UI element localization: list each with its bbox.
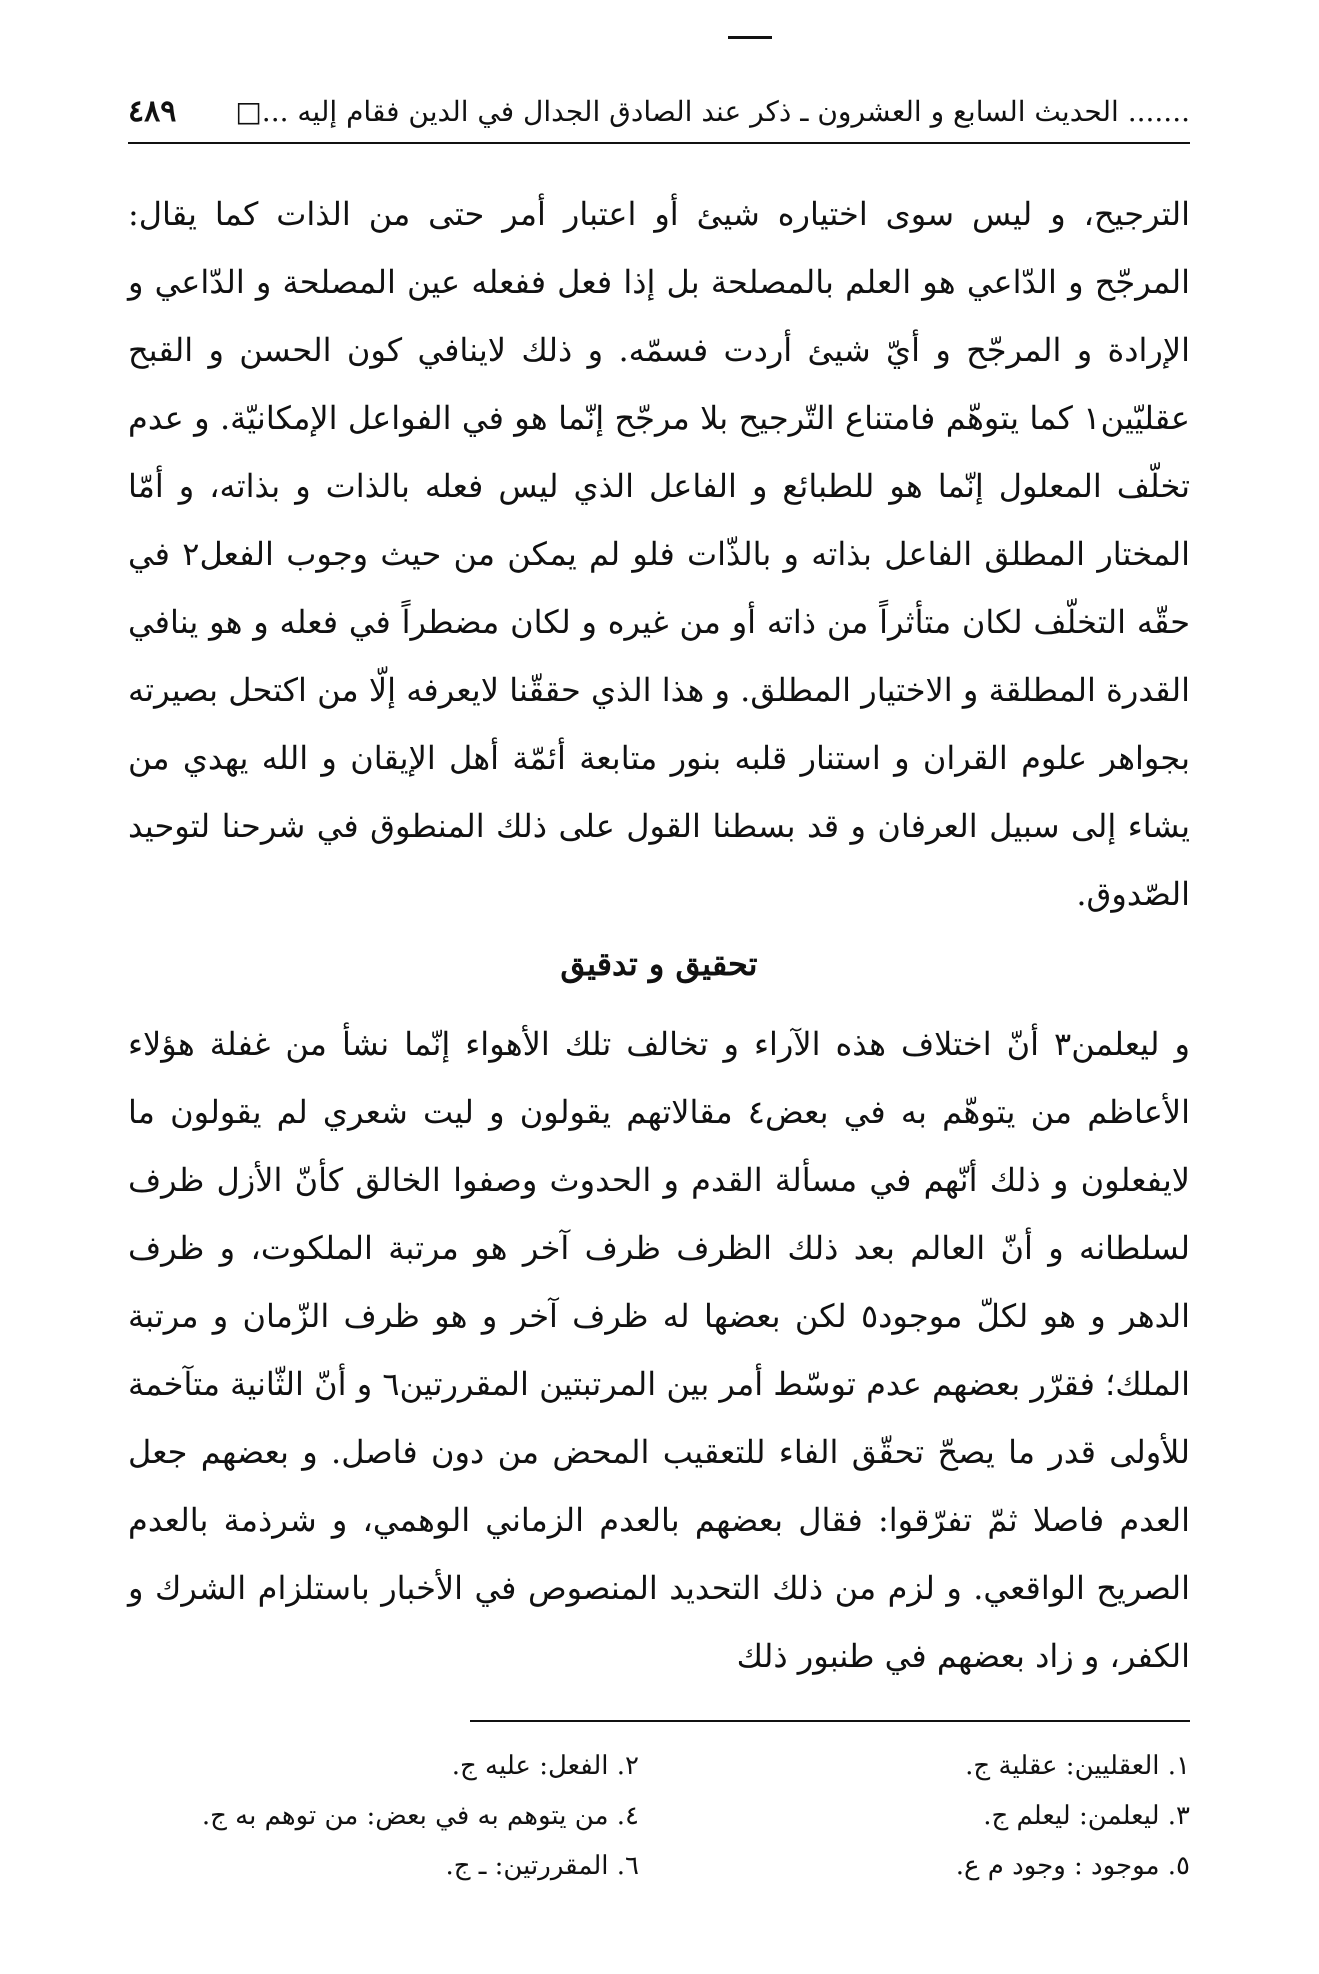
- page-number: ٤٨٩: [128, 93, 177, 129]
- paragraph-text: و ليعلمن٣ أنّ اختلاف هذه الآراء و تخالف تلك الأهواء إنّما نشأ من غفلة هؤلاء الأعاظم من يتوهّم به في بعض٤ مقالاتهم يقولون و ليت شعري لم يقولون ما لايفعلون و ذلك أنّهم في مسألة القدم و الحدوث وصفوا الخالق كأنّ الأزل ظرف لسلطانه و أنّ العالم بعد ذلك الظرف ظرف آخر هو مرتبة الملكوت، و ظرف الدهر و هو لكلّ موجود٥ لكن بعضها له ظرف آخر و هو ظرف الزّمان و مرتبة الملك؛ فقرّر بعضهم عدم توسّط أمر بين المرتبتين المقررتين٦ و أنّ الثّانية متآخمة للأولى قدر ما يصحّ تحقّق الفاء للتعقيب المحض من دون فاصل. و بعضهم جعل العدم فاصلا ثمّ تفرّقوا: فقال بعضهم بالعدم الزماني الوهمي، و شرذمة بالعدم الصريح الواقعي. و لزم من ذلك التحديد المنصوص في الأخبار باستلزام الشرك و الكفر، و زاد بعضهم في طنبور ذلك: [128, 1025, 1191, 1675]
- header-title: ....... الحديث السابع و العشرون ـ ذكر عند الصادق الجدال في الدين فقام إليه ...□: [235, 94, 1190, 128]
- footnote-3: ٣. ليعلمن: ليعلم ج.: [983, 1801, 1190, 1831]
- paragraph-text: الترجيح، و ليس سوى اختياره شيئ أو اعتبار أمر حتى من الذات كما يقال: المرجّح و الدّاعي هو العلم بالمصلحة بل إذا فعل ففعله عين المصلحة و الدّاعي و الإرادة و المرجّح و أيّ شيئ أردت فسمّه. و ذلك لاينافي كون الحسن و القبح عقليّين١ كما يتوهّم فامتناع التّرجيح بلا مرجّح إنّما هو في الفواعل الإمكانيّة. و عدم تخلّف المعلول إنّما هو للطبائع و الفاعل الذي ليس فعله بالذات و بذاته، و أمّا المختار المطلق الفاعل بذاته و بالذّات فلو لم يمكن من حيث وجوب الفعل٢ في حقّه التخلّف لكان متأثراً من ذاته أو من غيره و لكان مضطراً في فعله و هو ينافي القدرة المطلقة و الاختيار المطلق. و هذا الذي حققّنا لايعرفه إلّا من اكتحل بصيرته بجواهر علوم القران و استنار قلبه بنور متابعة أئمّة أهل الإيقان و الله يهدي من يشاء إلى سبيل العرفان و قد بسطنا القول على ذلك المنطوق في شرحنا لتوحيد الصّدوق.: [128, 195, 1191, 913]
- body-paragraph-2: [128, 1010, 1190, 1690]
- footnote-4: ٤. من يتوهم به في بعض: من توهم به ج.: [201, 1801, 639, 1831]
- footnote-6: ٦. المقررتين: ـ ج.: [445, 1851, 639, 1881]
- footnote-5: ٥. موجود : وجود م ع.: [955, 1851, 1190, 1881]
- top-dash-mark: [728, 36, 772, 39]
- running-header: [128, 86, 1190, 136]
- footnote-2: ٢. الفعل: عليه ج.: [451, 1751, 639, 1781]
- footnote-divider: [470, 1720, 1190, 1722]
- footnotes: [128, 1745, 1190, 1887]
- body-paragraph-1: [128, 180, 1190, 928]
- section-heading: تحقيق و تدقيق: [560, 945, 758, 983]
- footnote-1: ١. العقليين: عقلية ج.: [965, 1751, 1190, 1781]
- header-divider: [128, 142, 1190, 144]
